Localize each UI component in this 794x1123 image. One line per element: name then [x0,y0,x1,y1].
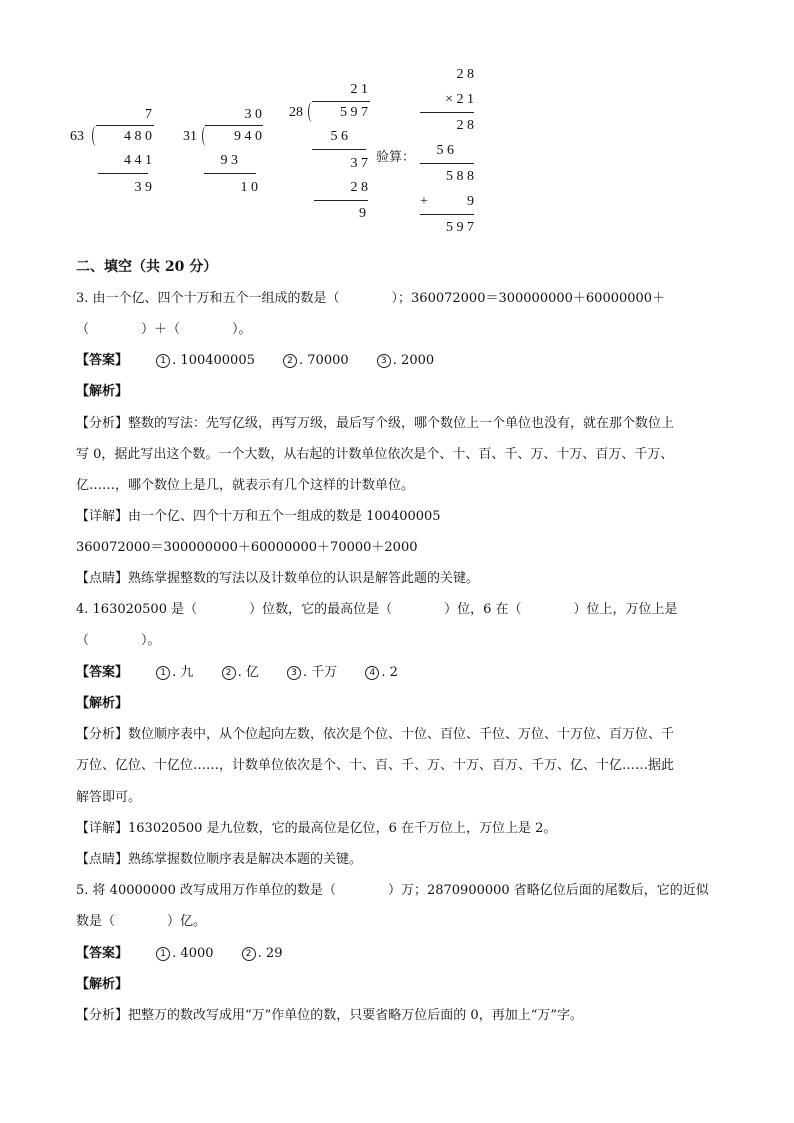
step-product: 5 6 [330,129,348,144]
step-remainder: 3 7 [350,156,368,171]
divisor: 28 [289,105,303,120]
q4-fenxi-3: 解答即可。 [76,790,142,805]
q4-xiangjie: 【详解】163020500 是九位数，它的最高位是亿位，6 在千万位上，万位上是 2。 [76,821,557,836]
answer-1: 1 . 100400005 [156,353,255,368]
product: 4 4 1 [124,153,152,168]
quotient: 3 0 [244,107,262,122]
remainder: 3 9 [134,180,152,195]
answer-tag: 【答案】 [76,353,129,368]
q3-analysis-tag: 【解析】 [76,384,129,399]
circled-number-icon: 2 [242,947,256,961]
q4-analysis-tag: 【解析】 [76,696,129,711]
q5-answer [76,942,282,961]
q4-fenxi-1: 【分析】数位顺序表中，从个位起向左数，依次是个位、十位、百位、千位、万位、十万位、百万位、千 [76,727,675,742]
check-row-3: 2 8 [456,118,474,133]
q3-line-2: （ ）＋（ ）。 [76,322,252,337]
q3-answer [76,349,434,368]
product: 9 3 [220,153,238,168]
subtract-line-2 [314,200,368,201]
subtract-line [204,173,256,174]
circled-number-icon: 1 [156,666,170,680]
q5-fenxi-1: 【分析】把整万的数改写成用“万”作单位的数，只要省略万位后面的 0，再加上“万”字。 [76,1008,583,1023]
answer-tag: 【答案】 [76,665,129,680]
division-bar [312,101,370,102]
division-bar [205,125,263,126]
check-row-2: × 2 1 [445,92,474,107]
quotient: 7 [145,107,152,122]
answer-4: 4 . 2 [365,665,398,680]
q4-line-2: （ ）。 [76,633,161,648]
circled-number-icon: 3 [377,354,391,368]
check-row-5: 5 8 8 [446,169,474,184]
q3-fenxi-1: 【分析】整数的写法：先写亿级，再写万级，最后写个级，哪个数位上一个单位也没有，就在那个数位上 [76,416,675,431]
answer-3: 3 . 2000 [377,353,434,368]
answer-2: 2 . 70000 [283,353,349,368]
check-row-7: 5 9 7 [446,220,474,235]
plus-sign: + [420,194,428,209]
dividend: 9 4 0 [234,129,262,144]
circled-number-icon: 2 [222,666,236,680]
q3-fenxi-3: 亿……，哪个数位上是几，就表示有几个这样的计数单位。 [76,478,415,493]
division-bar [96,125,154,126]
answer-1: 1 . 4000 [156,946,213,961]
dividend: 5 9 7 [340,105,368,120]
answer-tag: 【答案】 [76,946,129,961]
circled-number-icon: 1 [156,354,170,368]
q4-fenxi-2: 万位、亿位、十亿位……，计数单位依次是个、十、百、千、万、十万、百万、千万、亿、十亿……据此 [76,758,675,773]
q3-fenxi-2: 写 0，据此写出这个数。一个大数，从右起的计数单位依次是个、十、百、千、万、十万、百万、千万、 [76,447,674,462]
answer-3: 3 . 千万 [287,665,337,680]
check-row-4: 5 6 [436,143,454,158]
q5-line-1: 5. 将 40000000 改写成用万作单位的数是（ ）万；2870900000 省略亿位后面的尾数后，它的近似 [76,883,709,898]
q4-line-1: 4. 163020500 是（ ）位数，它的最高位是（ ）位，6 在（ ）位上，万位上是 [76,602,678,617]
divisor: 63 [70,129,84,144]
q3-dianjing: 【点睛】熟练掌握整数的写法以及计数单位的认识是解答此题的关键。 [76,571,480,586]
subtract-line [98,173,148,174]
q5-analysis-tag: 【解析】 [76,977,129,992]
check-label: 验算： [376,150,416,165]
q3-xiangjie-2: 360072000＝300000000＋60000000＋70000＋2000 [76,540,418,555]
sum-line [420,163,474,164]
q4-answer [76,661,398,680]
sum-line-2 [420,214,474,215]
answer-1: 1 . 九 [156,665,193,680]
remainder: 9 [359,206,366,221]
q3-line-1: 3. 由一个亿、四个十万和五个一组成的数是（ ）；360072000＝300000000＋60000000＋ [76,291,666,306]
step-product-2: 2 8 [350,180,368,195]
remainder: 1 0 [240,180,258,195]
circled-number-icon: 3 [287,666,301,680]
section-title: 二、填空（共 20 分） [76,259,218,275]
circled-number-icon: 4 [365,666,379,680]
check-row-1: 2 8 [456,67,474,82]
answer-2: 2 . 29 [242,946,283,961]
circled-number-icon: 1 [156,947,170,961]
q3-xiangjie-1: 【详解】由一个亿、四个十万和五个一组成的数是 100400005 [76,509,441,524]
check-row-6: 9 [467,194,474,209]
q5-line-2: 数是（ ）亿。 [76,914,207,929]
divisor: 31 [183,129,197,144]
multiply-line [420,112,474,113]
subtract-line [312,149,366,150]
answer-2: 2 . 亿 [222,665,259,680]
circled-number-icon: 2 [283,354,297,368]
q4-dianjing: 【点睛】熟练掌握数位顺序表是解决本题的关键。 [76,852,363,867]
quotient: 2 1 [350,82,368,97]
dividend: 4 8 0 [124,129,152,144]
